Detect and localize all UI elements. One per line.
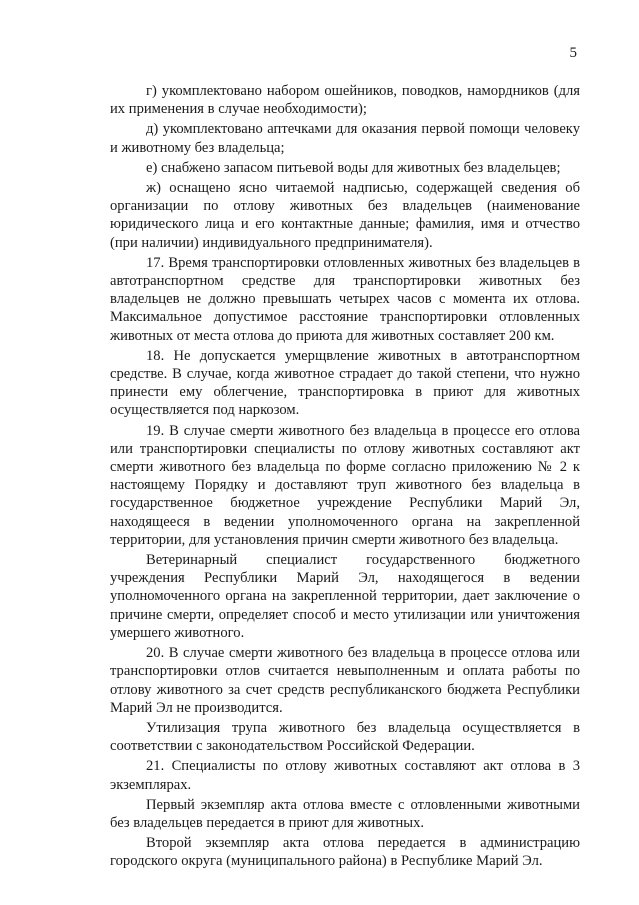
paragraph-item-g: г) укомплектовано набором ошейников, поводков, намордников (для их применения в случае необходимости); bbox=[110, 83, 580, 118]
paragraph-clause-20: 20. В случае смерти животного без владельца в процессе отлова или транспортировки отлов считается невыполненным и оплата работы по отлову животного за счет средств республиканского бюджета Республики Марий Эл не производится. bbox=[110, 645, 580, 716]
paragraph-clause-19-vet: Ветеринарный специалист государственного бюджетного учреждения Республики Марий Эл, находящегося в ведении уполномоченного органа на закрепленной территории, дает заключение о причине смерти, определяет способ и место утилизации или уничтожения умершего животного. bbox=[110, 552, 580, 641]
document-body bbox=[110, 82, 580, 873]
page-number: 5 bbox=[569, 45, 577, 61]
paragraph-item-zh: ж) оснащено ясно читаемой надписью, содержащей сведения об организации по отлову животных без владельцев (наименование юридического лица и его контактные данные; фамилия, имя и отчество (при наличии) индивидуального предпринимателя). bbox=[110, 180, 580, 251]
paragraph-clause-18: 18. Не допускается умерщвление животных в автотранспортном средстве. В случае, когда животное страдает до такой степени, что нужно принести ему облегчение, транспортировка в приют для животных осуществляется под наркозом. bbox=[110, 347, 580, 419]
paragraph-item-e: е) снабжено запасом питьевой воды для животных без владельцев; bbox=[146, 159, 561, 176]
paragraph-clause-21-first-copy: Первый экземпляр акта отлова вместе с отловленными животными без владельцев передается в приют для животных. bbox=[110, 796, 580, 831]
paragraph-item-d: д) укомплектовано аптечками для оказания первой помощи человеку и животному без владельца; bbox=[110, 121, 580, 156]
paragraph-clause-21-second-copy: Второй экземпляр акта отлова передается в администрацию городского округа (муниципального района) в Республике Марий Эл. bbox=[110, 835, 580, 870]
paragraph-clause-19: 19. В случае смерти животного без владельца в процессе его отлова или транспортировки специалисты по отлову животных составляют акт смерти животного без владельца по форме согласно приложению № 2 к настоящему Порядку и доставляют труп животного без владельца в государственное бюджетное учреждение Республики Марий Эл, находящееся в ведении уполномоченного органа на закрепленной территории, для установления причин смерти животного без владельца. bbox=[110, 422, 580, 548]
paragraph-clause-17: 17. Время транспортировки отловленных животных без владельцев в автотранспортном средстве для транспортировки животных без владельцев не должно превышать четырех часов с момента их отлова. Максимальное допустимое расстояние транспортировки отловленных животных от места отлова до приюта для животных составляет 200 км. bbox=[110, 254, 580, 344]
paragraph-clause-20-disposal: Утилизация трупа животного без владельца осуществляется в соответствии с законодательством Российской Федерации. bbox=[110, 719, 580, 755]
paragraph-clause-21: 21. Специалисты по отлову животных составляют акт отлова в 3 экземплярах. bbox=[110, 758, 580, 793]
